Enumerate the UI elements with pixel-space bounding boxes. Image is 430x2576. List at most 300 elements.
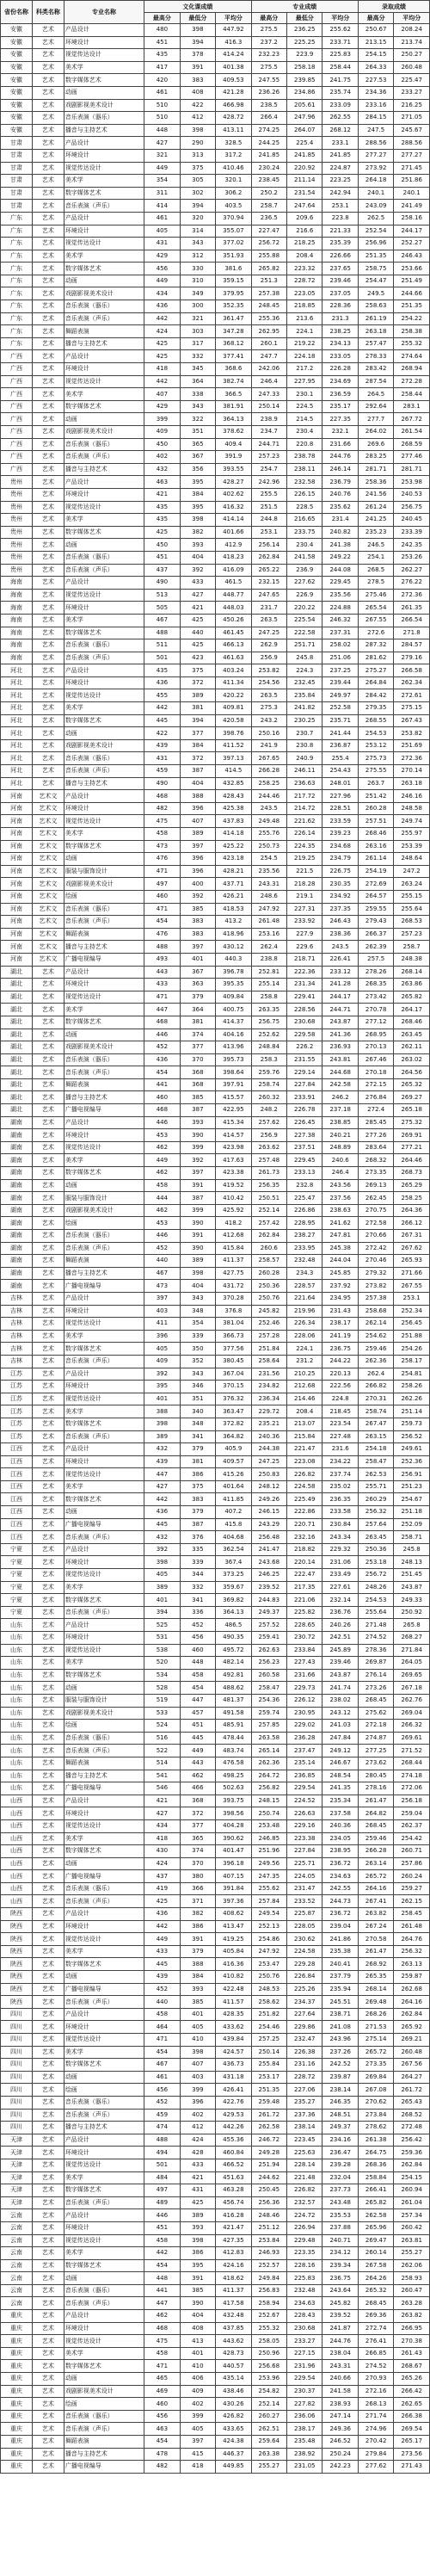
cell-culture-avg: 416.28 <box>216 2209 251 2222</box>
cell-category: 艺术 <box>32 551 64 564</box>
cell-major: 动画 <box>64 853 144 866</box>
table-row <box>1 1694 430 1707</box>
cell-category: 艺术文 <box>32 853 64 866</box>
cell-admit-avg: 246.16 <box>394 790 430 803</box>
cell-major: 音乐表演（器乐） <box>64 438 144 451</box>
cell-pro-min: 227.84 <box>287 1078 322 1091</box>
cell-major: 数字媒体艺术 <box>64 1958 144 1971</box>
cell-pro-min: 227.15 <box>287 2347 322 2360</box>
cell-culture-avg: 398.76 <box>216 727 251 740</box>
cell-category: 艺术 <box>32 2134 64 2147</box>
cell-culture-avg: 363.47 <box>216 1405 251 1418</box>
cell-pro-avg: 239.44 <box>322 676 358 689</box>
cell-admit-max: 268.14 <box>358 1983 393 1996</box>
cell-pro-min: 228.16 <box>287 2259 322 2272</box>
cell-pro-min: 231.66 <box>287 1669 322 1682</box>
cell-pro-min: 229.86 <box>287 2021 322 2034</box>
table-row <box>1 2310 430 2323</box>
cell-category: 艺术 <box>32 2122 64 2134</box>
cell-major: 美术学 <box>64 1945 144 1958</box>
cell-culture-max: 436 <box>144 1506 180 1519</box>
cell-admit-max: 254.62 <box>358 1330 393 1343</box>
cell-culture-min: 379 <box>180 991 215 1004</box>
cell-admit-max: 270.78 <box>358 1004 393 1016</box>
cell-pro-max: 255.84 <box>251 2059 286 2072</box>
cell-admit-avg: 253.66 <box>394 263 430 275</box>
cell-pro-min: 264.07 <box>287 124 322 137</box>
cell-province: 安徽 <box>1 49 33 62</box>
cell-culture-min: 428 <box>180 2147 215 2159</box>
cell-category: 艺术 <box>32 1632 64 1645</box>
table-row <box>1 325 430 338</box>
cell-culture-min: 413 <box>180 2335 215 2348</box>
table-row <box>1 539 430 552</box>
cell-pro-avg: 243.81 <box>322 1053 358 1066</box>
cell-culture-avg: 498.25 <box>216 1770 251 1782</box>
cell-province: 广西 <box>1 413 33 426</box>
cell-major: 音乐表演（声乐） <box>64 1745 144 1757</box>
cell-province: 江西 <box>1 1468 33 1481</box>
table-row <box>1 2221 430 2234</box>
cell-category: 艺术 <box>32 2096 64 2109</box>
cell-category: 艺术 <box>32 2335 64 2348</box>
cell-admit-max: 259.55 <box>358 903 393 916</box>
cell-major: 绘画 <box>64 890 144 903</box>
cell-culture-avg: 418.53 <box>216 903 251 916</box>
cell-culture-avg: 413.96 <box>216 1041 251 1054</box>
cell-pro-avg: 231.43 <box>322 1305 358 1318</box>
cell-pro-max: 248.2 <box>251 1104 286 1117</box>
cell-category: 艺术 <box>32 1857 64 1870</box>
cell-pro-max: 251.3 <box>251 275 286 287</box>
cell-admit-avg: 262.84 <box>394 2159 430 2171</box>
cell-pro-max: 265.82 <box>251 263 286 275</box>
cell-province: 湖北 <box>1 1104 33 1117</box>
table-row <box>1 287 430 300</box>
cell-major: 环境设计 <box>64 1556 144 1569</box>
cell-culture-avg: 439.84 <box>216 2034 251 2047</box>
cell-pro-avg: 235.39 <box>322 238 358 250</box>
cell-admit-avg: 245.8 <box>394 1543 430 1556</box>
header-category: 科类名称 <box>32 1 64 24</box>
cell-pro-avg: 234.92 <box>322 890 358 903</box>
cell-culture-max: 454 <box>144 2046 180 2059</box>
cell-culture-avg: 427.75 <box>216 1267 251 1280</box>
cell-province: 河南 <box>1 840 33 853</box>
table-row <box>1 1004 430 1016</box>
cell-culture-max: 501 <box>144 2159 180 2171</box>
cell-major: 视觉传达设计 <box>64 1933 144 1946</box>
cell-pro-max: 274.25 <box>251 124 286 137</box>
cell-pro-min: 219.22 <box>287 337 322 350</box>
cell-category: 艺术 <box>32 1945 64 1958</box>
cell-pro-avg: 239.34 <box>322 2259 358 2272</box>
cell-culture-min: 365 <box>180 1832 215 1845</box>
cell-culture-avg: 431.72 <box>216 1280 251 1293</box>
table-row <box>1 1845 430 1858</box>
cell-pro-avg: 234.05 <box>322 1832 358 1845</box>
cell-pro-avg: 241.62 <box>322 1217 358 1230</box>
cell-major: 服装与服饰设计 <box>64 1192 144 1205</box>
cell-culture-min: 388 <box>180 1958 215 1971</box>
table-row <box>1 2034 430 2047</box>
cell-admit-max: 267.47 <box>358 1418 393 1430</box>
table-row <box>1 2059 430 2072</box>
table-row <box>1 250 430 263</box>
cell-culture-min: 448 <box>180 1657 215 1670</box>
cell-province: 广西 <box>1 426 33 439</box>
cell-pro-min: 232.16 <box>287 1531 322 1544</box>
cell-pro-min: 227.31 <box>287 903 322 916</box>
cell-category: 艺术 <box>32 1795 64 1807</box>
cell-major: 动画 <box>64 1506 144 1519</box>
cell-admit-avg: 269.65 <box>394 1669 430 1682</box>
cell-province: 重庆 <box>1 2310 33 2323</box>
cell-pro-avg: 223.8 <box>322 212 358 225</box>
cell-pro-min: 227.82 <box>287 2398 322 2411</box>
cell-pro-avg: 224.8 <box>322 1393 358 1405</box>
table-row <box>1 1543 430 1556</box>
cell-pro-max: 252.57 <box>251 2259 286 2272</box>
cell-pro-avg: 234.22 <box>322 1455 358 1468</box>
cell-pro-avg: 245.82 <box>322 2297 358 2310</box>
cell-pro-max: 254.36 <box>251 1694 286 1707</box>
table-row <box>1 727 430 740</box>
cell-category: 艺术 <box>32 614 64 627</box>
cell-pro-min: 229.54 <box>287 2373 322 2386</box>
cell-admit-avg: 265.82 <box>394 991 430 1004</box>
cell-category: 艺术 <box>32 1493 64 1506</box>
cell-pro-max: 252.67 <box>251 2310 286 2323</box>
table-row <box>1 363 430 376</box>
cell-admit-max: 241.56 <box>358 488 393 501</box>
cell-category: 艺术 <box>32 501 64 514</box>
cell-major: 音乐表演（声乐） <box>64 2196 144 2209</box>
cell-admit-max: 268.45 <box>358 2297 393 2310</box>
cell-pro-max: 253.82 <box>251 664 286 677</box>
cell-admit-max: 261.47 <box>358 1795 393 1807</box>
cell-culture-avg: 485.91 <box>216 1720 251 1733</box>
cell-category: 艺术 <box>32 1116 64 1129</box>
cell-culture-avg: 418.2 <box>216 1217 251 1230</box>
cell-pro-avg: 232.04 <box>322 2171 358 2184</box>
cell-culture-min: 381 <box>180 1016 215 1029</box>
cell-category: 艺术 <box>32 1455 64 1468</box>
cell-major: 音乐表演（声乐） <box>64 2297 144 2310</box>
cell-admit-max: 257.47 <box>358 337 393 350</box>
cell-pro-min: 217.72 <box>287 790 322 803</box>
cell-admit-max: 277.7 <box>358 413 393 426</box>
cell-pro-min: 214.5 <box>287 413 322 426</box>
cell-culture-avg: 421.28 <box>216 86 251 99</box>
cell-admit-max: 254.53 <box>358 1594 393 1607</box>
cell-admit-avg: 216.25 <box>394 99 430 112</box>
cell-pro-avg: 246.14 <box>322 463 358 476</box>
cell-culture-max: 449 <box>144 275 180 287</box>
cell-admit-max: 261.38 <box>358 2134 393 2147</box>
cell-culture-max: 480 <box>144 24 180 37</box>
cell-major: 数字媒体艺术 <box>64 187 144 200</box>
cell-culture-avg: 437.83 <box>216 815 251 828</box>
cell-pro-avg: 238.04 <box>322 2347 358 2360</box>
cell-pro-min: 226.78 <box>287 1104 322 1117</box>
cell-culture-max: 468 <box>144 1104 180 1117</box>
cell-culture-avg: 437.85 <box>216 2322 251 2335</box>
cell-culture-avg: 491.58 <box>216 1707 251 1720</box>
table-row <box>1 1129 430 1142</box>
cell-culture-max: 405 <box>144 1343 180 1356</box>
table-row <box>1 1945 430 1958</box>
table-row <box>1 2134 430 2147</box>
cell-culture-avg: 370.15 <box>216 1381 251 1393</box>
cell-province: 云南 <box>1 2272 33 2285</box>
cell-admit-avg: 248.38 <box>394 953 430 966</box>
cell-culture-avg: 455.36 <box>216 2134 251 2147</box>
cell-admit-avg: 251.86 <box>394 175 430 188</box>
cell-culture-min: 449 <box>180 1745 215 1757</box>
cell-major: 产品设计 <box>64 577 144 590</box>
cell-category: 艺术 <box>32 1745 64 1757</box>
cell-culture-avg: 424.57 <box>216 2046 251 2059</box>
cell-admit-avg: 254.67 <box>394 1493 430 1506</box>
cell-pro-min: 217.2 <box>287 363 322 376</box>
cell-culture-min: 389 <box>180 689 215 702</box>
cell-pro-max: 261.73 <box>251 1167 286 1180</box>
cell-pro-max: 246.25 <box>251 1569 286 1582</box>
cell-category: 艺术 <box>32 1669 64 1682</box>
cell-culture-max: 432 <box>144 1443 180 1456</box>
cell-pro-min: 230.62 <box>287 1933 322 1946</box>
cell-pro-avg: 241.74 <box>322 1682 358 1695</box>
cell-culture-min: 366 <box>180 1882 215 1895</box>
cell-culture-min: 393 <box>180 539 215 552</box>
cell-admit-avg: 264.36 <box>394 1204 430 1217</box>
cell-major: 美术学 <box>64 1004 144 1016</box>
cell-culture-max: 519 <box>144 1694 180 1707</box>
cell-pro-avg: 239.04 <box>322 1920 358 1933</box>
cell-culture-avg: 401.64 <box>216 1480 251 1493</box>
cell-major: 广播电视编导 <box>64 1782 144 1795</box>
cell-culture-min: 377 <box>180 1819 215 1832</box>
cell-province: 贵州 <box>1 551 33 564</box>
cell-major: 美术学 <box>64 1581 144 1594</box>
cell-culture-avg: 306.2 <box>216 187 251 200</box>
cell-culture-max: 489 <box>144 2196 180 2209</box>
cell-culture-max: 546 <box>144 1782 180 1795</box>
cell-culture-min: 391 <box>180 1179 215 1192</box>
cell-pro-max: 263.58 <box>251 1732 286 1745</box>
cell-pro-min: 228.06 <box>287 1330 322 1343</box>
cell-pro-max: 246.15 <box>251 1506 286 1519</box>
cell-major: 环境设计 <box>64 2221 144 2234</box>
cell-pro-min: 228.5 <box>287 501 322 514</box>
cell-major: 产品设计 <box>64 2209 144 2222</box>
cell-category: 艺术 <box>32 426 64 439</box>
cell-culture-max: 471 <box>144 903 180 916</box>
cell-culture-avg: 428.73 <box>216 2347 251 2360</box>
cell-major: 播音与主持艺术 <box>64 941 144 954</box>
cell-culture-max: 402 <box>144 451 180 464</box>
cell-major: 广播电视编导 <box>64 1870 144 1883</box>
cell-province: 山东 <box>1 1619 33 1632</box>
table-row <box>1 1393 430 1405</box>
table-row <box>1 1556 430 1569</box>
cell-culture-avg: 438.46 <box>216 2385 251 2398</box>
cell-culture-min: 392 <box>180 564 215 577</box>
cell-culture-avg: 450.26 <box>216 614 251 627</box>
cell-pro-avg: 249.12 <box>322 1745 358 1757</box>
cell-culture-min: 405 <box>180 2423 215 2436</box>
cell-pro-min: 221.06 <box>287 1594 322 1607</box>
table-row <box>1 2259 430 2272</box>
cell-category: 艺术 <box>32 451 64 464</box>
cell-pro-max: 255.14 <box>251 979 286 991</box>
cell-pro-min: 226.2 <box>287 1041 322 1054</box>
cell-province: 云南 <box>1 2247 33 2260</box>
cell-major: 播音与主持艺术 <box>64 337 144 350</box>
cell-culture-avg: 405.9 <box>216 1443 251 1456</box>
cell-culture-min: 335 <box>180 1543 215 1556</box>
cell-pro-avg: 248.89 <box>322 1141 358 1154</box>
cell-culture-min: 386 <box>180 1920 215 1933</box>
cell-culture-max: 501 <box>144 652 180 664</box>
cell-pro-max: 251.94 <box>251 2159 286 2171</box>
cell-category: 艺术文 <box>32 865 64 878</box>
cell-admit-max: 265.72 <box>358 2046 393 2059</box>
cell-pro-min: 234.37 <box>287 1996 322 2009</box>
cell-province: 湖南 <box>1 1230 33 1243</box>
cell-category: 艺术 <box>32 577 64 590</box>
cell-culture-max: 459 <box>144 765 180 778</box>
cell-category: 艺术 <box>32 589 64 602</box>
cell-culture-max: 482 <box>144 2461 180 2474</box>
cell-pro-max: 261.48 <box>251 916 286 929</box>
cell-major: 播音与主持艺术 <box>64 2448 144 2461</box>
cell-admit-max: 278.62 <box>358 2122 393 2134</box>
cell-culture-max: 354 <box>144 175 180 188</box>
cell-culture-avg: 407.15 <box>216 1870 251 1883</box>
cell-culture-avg: 413.11 <box>216 124 251 137</box>
cell-admit-max: 263.18 <box>358 325 393 338</box>
cell-pro-min: 231.05 <box>287 2461 322 2474</box>
cell-pro-max: 242.06 <box>251 363 286 376</box>
cell-culture-avg: 430.12 <box>216 941 251 954</box>
cell-admit-avg: 266.42 <box>394 2385 430 2398</box>
cell-category: 艺术 <box>32 991 64 1004</box>
cell-category: 艺术 <box>32 777 64 790</box>
cell-culture-min: 343 <box>180 238 215 250</box>
cell-major: 产品设计 <box>64 1795 144 1807</box>
cell-culture-max: 441 <box>144 2284 180 2297</box>
cell-pro-max: 256.68 <box>251 2360 286 2373</box>
cell-admit-max: 258.63 <box>358 300 393 313</box>
cell-pro-max: 247.92 <box>251 1945 286 1958</box>
cell-major: 动画 <box>64 1179 144 1192</box>
table-row <box>1 916 430 929</box>
cell-pro-avg: 227.61 <box>322 1581 358 1594</box>
cell-pro-max: 255.76 <box>251 828 286 841</box>
table-row <box>1 1330 430 1343</box>
cell-pro-min: 234.86 <box>287 86 322 99</box>
cell-pro-max: 247.33 <box>251 388 286 401</box>
cell-major: 广播电视编导 <box>64 1104 144 1117</box>
cell-culture-avg: 369.82 <box>216 1594 251 1607</box>
cell-culture-min: 370 <box>180 1857 215 1870</box>
cell-pro-max: 275.5 <box>251 24 286 37</box>
table-row <box>1 514 430 527</box>
cell-admit-max: 272.4 <box>358 1104 393 1117</box>
cell-admit-avg: 272.48 <box>394 2122 430 2134</box>
cell-pro-min: 230.7 <box>287 727 322 740</box>
cell-pro-min: 227.62 <box>287 577 322 590</box>
cell-province: 山西 <box>1 1795 33 1807</box>
cell-category: 艺术 <box>32 1004 64 1016</box>
cell-admit-avg: 256.91 <box>394 1468 430 1481</box>
cell-admit-avg: 277.46 <box>394 451 430 464</box>
cell-culture-avg: 415.8 <box>216 1518 251 1531</box>
cell-culture-max: 414 <box>144 200 180 213</box>
cell-pro-avg: 237.73 <box>322 2184 358 2197</box>
cell-culture-max: 528 <box>144 1682 180 1695</box>
cell-admit-avg: 253.82 <box>394 727 430 740</box>
cell-major: 音乐表演（声乐） <box>64 1996 144 2009</box>
cell-admit-max: 274.52 <box>358 2360 393 2373</box>
cell-category: 艺术 <box>32 275 64 287</box>
cell-pro-max: 241.47 <box>251 1543 286 1556</box>
cell-admit-max: 262.14 <box>358 1318 393 1331</box>
cell-culture-max: 475 <box>144 2335 180 2348</box>
cell-culture-avg: 424.16 <box>216 2259 251 2272</box>
table-row <box>1 74 430 87</box>
cell-pro-min: 226.94 <box>287 2221 322 2234</box>
cell-culture-max: 497 <box>144 2184 180 2197</box>
cell-culture-min: 408 <box>180 86 215 99</box>
cell-culture-max: 419 <box>144 1882 180 1895</box>
cell-pro-min: 241.85 <box>287 149 322 162</box>
cell-culture-avg: 466.52 <box>216 2159 251 2171</box>
cell-culture-max: 446 <box>144 2209 180 2222</box>
table-row <box>1 2272 430 2285</box>
table-row <box>1 1770 430 1782</box>
table-row <box>1 765 430 778</box>
cell-admit-max: 269.48 <box>358 1996 393 2009</box>
cell-culture-min: 398 <box>180 124 215 137</box>
table-row <box>1 1657 430 1670</box>
cell-pro-min: 219.25 <box>287 853 322 866</box>
cell-major: 动画 <box>64 1857 144 1870</box>
cell-province: 河北 <box>1 727 33 740</box>
cell-pro-max: 244.8 <box>251 514 286 527</box>
cell-pro-max: 246.72 <box>251 2134 286 2147</box>
cell-culture-avg: 442.26 <box>216 2122 251 2134</box>
cell-pro-min: 251.71 <box>287 639 322 652</box>
cell-province: 湖南 <box>1 1255 33 1268</box>
cell-admit-avg: 262.65 <box>394 2398 430 2411</box>
cell-culture-avg: 422.48 <box>216 1983 251 1996</box>
cell-province: 江苏 <box>1 1430 33 1443</box>
cell-category: 艺术 <box>32 438 64 451</box>
cell-major: 数字媒体艺术 <box>64 1167 144 1180</box>
cell-pro-avg: 248.01 <box>322 777 358 790</box>
cell-major: 数字媒体艺术 <box>64 1594 144 1607</box>
cell-category: 艺术 <box>32 1782 64 1795</box>
table-row <box>1 551 430 564</box>
table-row <box>1 1870 430 1883</box>
cell-admit-avg: 263.45 <box>394 1029 430 1041</box>
cell-pro-max: 253.96 <box>251 2373 286 2386</box>
cell-admit-max: 264.75 <box>358 2147 393 2159</box>
cell-culture-avg: 495.72 <box>216 1644 251 1657</box>
